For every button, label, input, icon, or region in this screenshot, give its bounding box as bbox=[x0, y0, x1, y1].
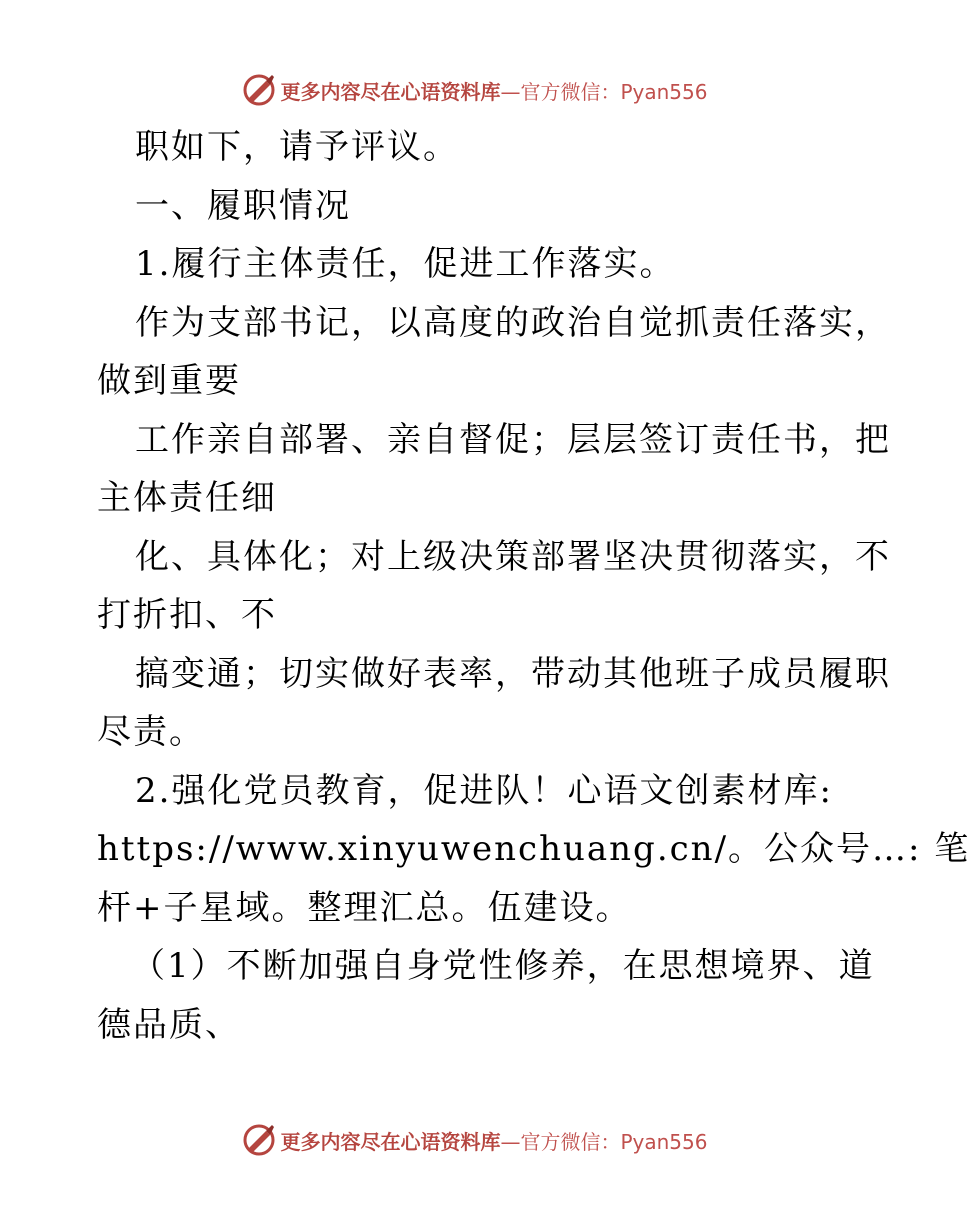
paragraph-line: 作为支部书记，以高度的政治自觉抓责任落实， bbox=[135, 302, 891, 343]
paragraph-line: 打折扣、不 bbox=[97, 595, 277, 635]
banner-sub-text: —官方微信：Pyan556 bbox=[500, 79, 708, 104]
subsection-heading: 2.强化党员教育，促进队！心语文创素材库: bbox=[135, 770, 833, 811]
paragraph-line: 化、具体化；对上级决策部署坚决贯彻落实，不 bbox=[135, 536, 891, 577]
header-banner bbox=[0, 70, 950, 110]
paragraph-line: 职如下，请予评议。 bbox=[135, 127, 459, 167]
paragraph-line: 德品质、 bbox=[97, 1004, 241, 1045]
footer-banner bbox=[0, 1120, 950, 1160]
paragraph-line: （1）不断加强自身党性修养，在思想境界、道 bbox=[131, 946, 875, 986]
banner-sub-text: —官方微信：Pyan556 bbox=[500, 1129, 708, 1154]
document-body bbox=[97, 118, 970, 1054]
paragraph-line: 做到重要 bbox=[97, 361, 241, 401]
paragraph-line: 杆+子星域。整理汇总。伍建设。 bbox=[97, 887, 632, 928]
subsection-heading: 1.履行主体责任，促进工作落实。 bbox=[135, 244, 676, 284]
banner-main-text: 更多内容尽在心语资料库 bbox=[280, 1129, 501, 1154]
pen-logo-icon bbox=[242, 1123, 276, 1157]
paragraph-line: 工作亲自部署、亲自督促；层层签订责任书，把 bbox=[135, 419, 891, 460]
banner-main-text: 更多内容尽在心语资料库 bbox=[280, 79, 501, 104]
paragraph-line: 主体责任细 bbox=[97, 478, 277, 518]
pen-logo-icon bbox=[242, 73, 276, 107]
paragraph-line: https://www.xinyuwenchuang.cn/。公众号…: 笔 bbox=[97, 829, 970, 869]
paragraph-line: 搞变通；切实做好表率，带动其他班子成员履职 bbox=[135, 653, 891, 694]
paragraph-line: 尽责。 bbox=[97, 712, 205, 752]
section-heading: 一、履职情况 bbox=[135, 185, 351, 226]
